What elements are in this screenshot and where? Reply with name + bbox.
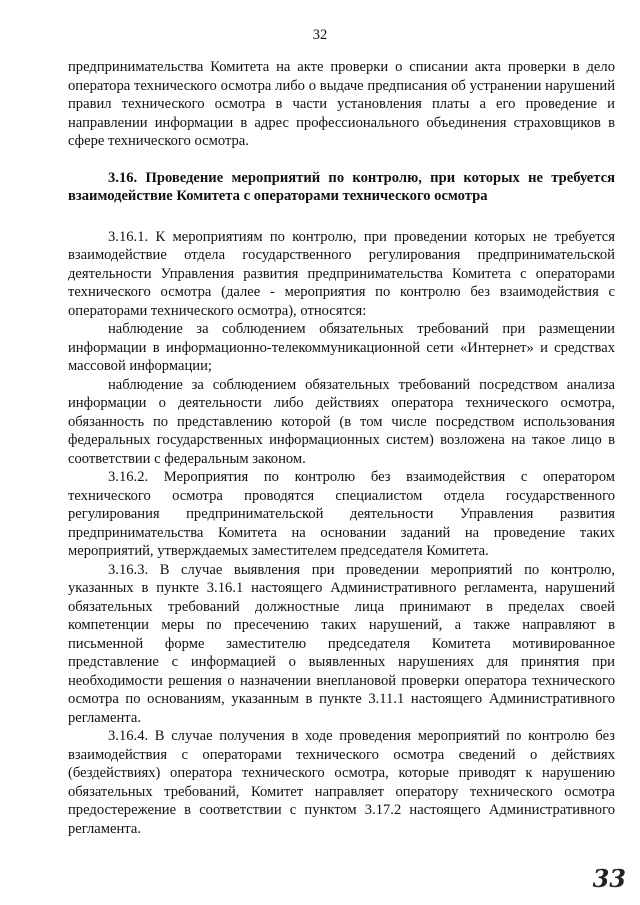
paragraph-3-16-3: 3.16.3. В случае выявления при проведении мероприятий по контролю, указанных в пункте 3.16.1 настоящего Административного регламента, нарушений обязательных требований должностные лица принимают в пределах своей компетенции меры по пресечению таких нарушений, а также направляют в письменной форме заместителю председателя Комитета мотивированное представление с информацией о выявленных нарушениях для принятия при необходимости решения о назначении внеплановой проверки оператора технического осмотра по основаниям, указанным в пункте 3.11.1 настоящего Административного регламента. bbox=[68, 561, 615, 726]
section-heading: 3.16. Проведение мероприятий по контролю, при которых не требуется взаимодействие Комитета с операторами технического осмотра bbox=[68, 169, 615, 204]
page-number: 32 bbox=[312, 27, 328, 43]
handwritten-page-number: 33 bbox=[592, 864, 626, 893]
paragraph-3-16-2: 3.16.2. Мероприятия по контролю без взаимодействия с оператором технического осмотра проводятся специалистом отдела государственного регулирования предпринимательской деятельности Управления развития предпринимательства Комитета на основании заданий на проведение таких мероприятий, утверждаемых заместителем председателя Комитета. bbox=[68, 469, 615, 559]
paragraph-continuation: предпринимательства Комитета на акте проверки о списании акта проверки в дело оператора технического осмотра либо о выдаче предписания об устранении нарушений правил технического осмотра в части установления платы а его проведение и направлении информации в адрес профессионального объединения страховщиков в сфере технического осмотра. bbox=[68, 59, 615, 149]
paragraph-3-16-1: 3.16.1. К мероприятиям по контролю, при проведении которых не требуется взаимодействие отдела государственного регулирования предпринимательской деятельности Управления развития предпринимательства Комитета с операторами технического осмотра (далее - мероприятия по контролю без взаимодействия с операторами технического осмотра), относятся: bbox=[68, 228, 615, 319]
paragraph-3-16-4: 3.16.4. В случае получения в ходе проведения мероприятий по контролю без взаимодействия с операторами технического осмотра сведений о действиях (бездействиях) оператора технического осмотра, которые приводят к нарушению обязательных требований, Комитет направляет оператору технического осмотра предостережение в соответствии с пунктом 3.17.2 настоящего Административного регламента. bbox=[68, 728, 615, 837]
paragraph-information-analysis: наблюдение за соблюдением обязательных требований посредством анализа информации о деятельности либо действиях оператора технического осмотра, обязанность по представлению которой (в том числе посредством использования федеральных государственных информационных систем) возложена на такое лицо в соответствии с федеральным законом. bbox=[68, 376, 615, 467]
document-body bbox=[68, 58, 615, 838]
paragraph-internet-observation: наблюдение за соблюдением обязательных требований при размещении информации в информационно-телекоммуникационной сети «Интернет» и средствах массовой информации; bbox=[68, 321, 615, 374]
